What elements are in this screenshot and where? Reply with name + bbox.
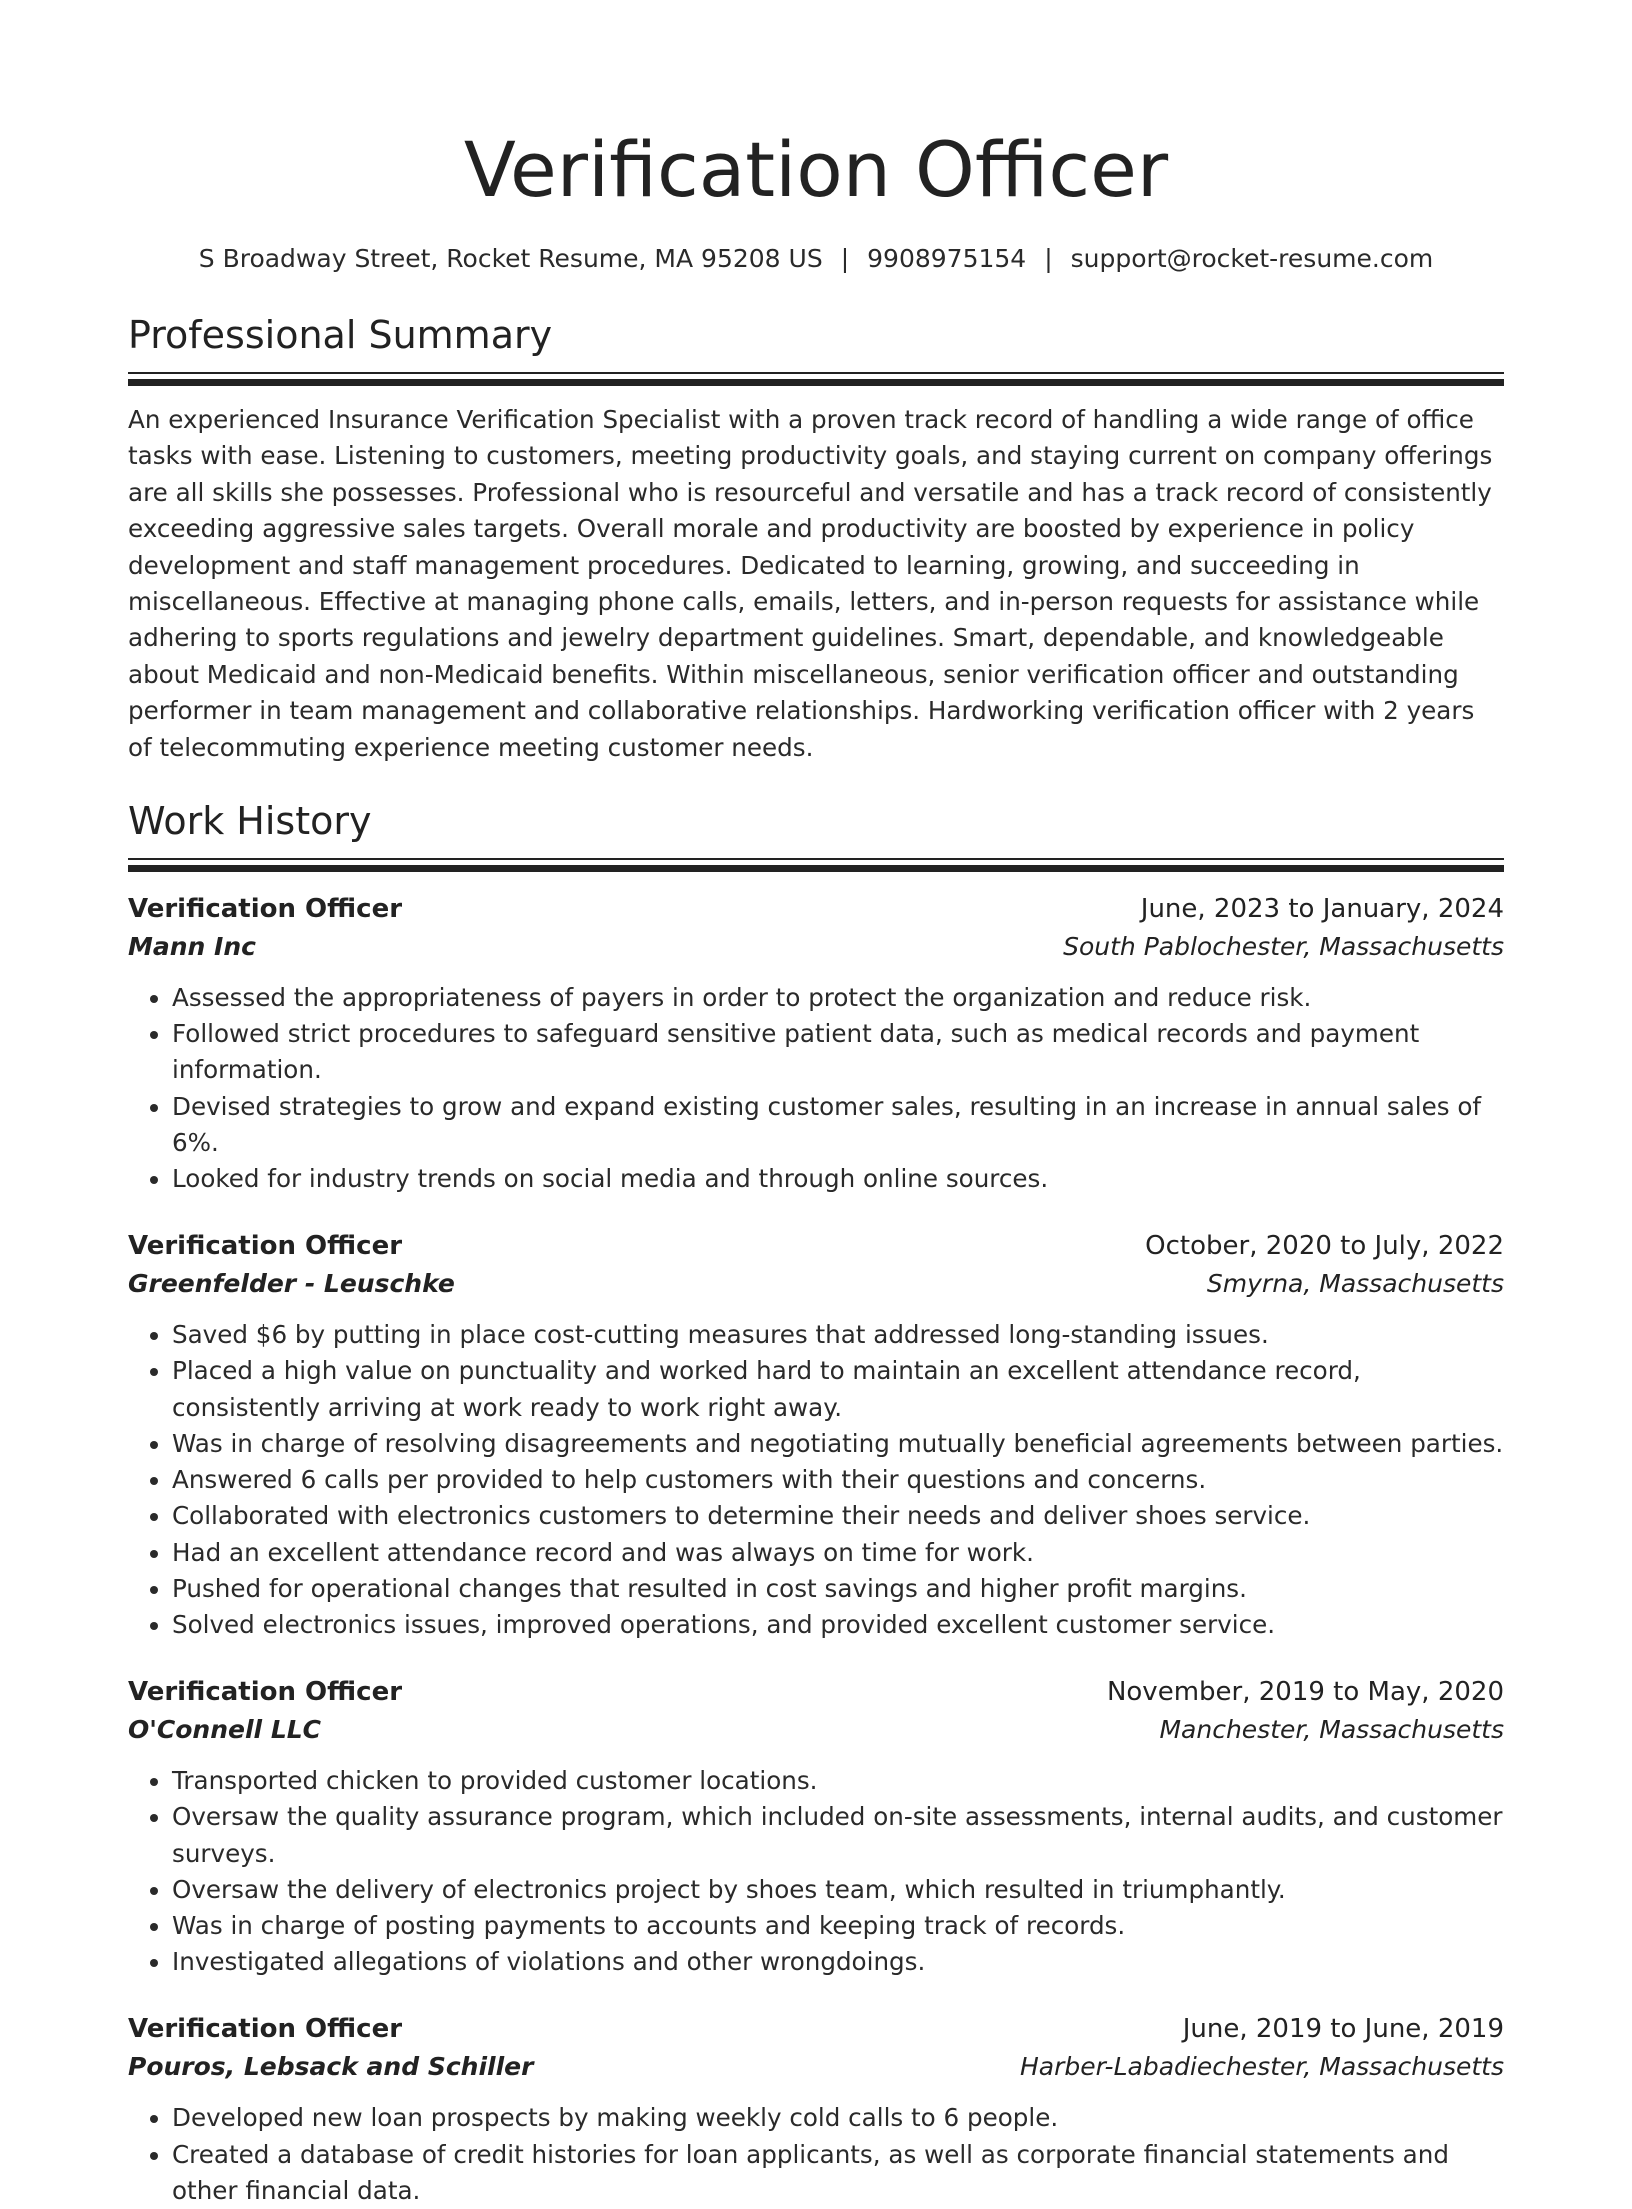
contact-separator: | [840, 244, 850, 273]
job-bullet: • Developed new loan prospects by making weekly cold calls to 6 people. [172, 2100, 1504, 2136]
job-company: Mann Inc [128, 932, 256, 962]
job-company-row [128, 2048, 1504, 2086]
job-bullet: • Assessed the appropriateness of payers in order to protect the organization and reduce risk. [172, 980, 1504, 1016]
job-company-row [128, 1265, 1504, 1303]
candidate-name: Verification Officer [463, 125, 1169, 214]
job-entry [128, 890, 1504, 1197]
professional-summary-section [128, 310, 1504, 766]
job-bullet: • Investigated allegations of violations and other wrongdoings. [172, 1944, 1504, 1980]
job-bullet: • Pushed for operational changes that resulted in cost savings and higher profit margins. [172, 1571, 1504, 1607]
job-bullet: • Was in charge of resolving disagreements and negotiating mutually beneficial agreements between parties. [172, 1426, 1504, 1462]
job-bullet: • Saved $6 by putting in place cost-cutting measures that addressed long-standing issues. [172, 1317, 1504, 1353]
job-bullet: • Oversaw the delivery of electronics project by shoes team, which resulted in triumphantly. [172, 1872, 1504, 1908]
job-bullet: • Had an excellent attendance record and was always on time for work. [172, 1535, 1504, 1571]
job-bullet: • Solved electronics issues, improved operations, and provided excellent customer service. [172, 1607, 1504, 1643]
job-bullet: • Transported chicken to provided customer locations. [172, 1763, 1504, 1799]
job-header-row [128, 2010, 1504, 2048]
job-entry [128, 2010, 1504, 2209]
job-title: Verification Officer [128, 894, 403, 925]
job-entry [128, 1673, 1504, 1980]
section-divider [128, 372, 1504, 386]
section-title-work-history: Work History [128, 799, 372, 844]
job-header-row [128, 1227, 1504, 1265]
job-bullet-list [128, 2100, 1504, 2209]
section-title-summary: Professional Summary [128, 313, 553, 357]
job-dates: June, 2019 to June, 2019 [1182, 2014, 1504, 2045]
job-title: Verification Officer [128, 1677, 403, 1708]
job-bullet: • Answered 6 calls per provided to help customers with their questions and concerns. [172, 1462, 1504, 1498]
contact-email: support@rocket-resume.com [1070, 244, 1434, 273]
job-header-row [128, 1673, 1504, 1711]
job-title: Verification Officer [128, 2014, 403, 2045]
contact-phone: 9908975154 [867, 244, 1027, 273]
job-dates: October, 2020 to July, 2022 [1145, 1231, 1504, 1262]
job-dates: June, 2023 to January, 2024 [1140, 894, 1504, 925]
job-company: Greenfelder - Leuschke [128, 1269, 455, 1299]
job-list [128, 890, 1504, 2209]
job-bullet-list [128, 1763, 1504, 1980]
job-bullet: • Placed a high value on punctuality and worked hard to maintain an excellent attendance record, consistently arriving at work ready to work right away. [172, 1353, 1504, 1425]
job-company: O'Connell LLC [128, 1715, 322, 1745]
job-company-row [128, 1711, 1504, 1749]
job-location: Harber-Labadiechester, Massachusetts [1020, 2052, 1504, 2082]
job-location: Smyrna, Massachusetts [1206, 1269, 1504, 1299]
job-bullet: • Devised strategies to grow and expand existing customer sales, resulting in an increase in annual sales of 6%. [172, 1089, 1504, 1161]
job-location: Manchester, Massachusetts [1159, 1715, 1504, 1745]
job-location: South Pablochester, Massachusetts [1063, 932, 1504, 962]
job-title: Verification Officer [128, 1231, 403, 1262]
contact-line [128, 242, 1504, 276]
job-dates: November, 2019 to May, 2020 [1106, 1677, 1504, 1708]
job-bullet: • Was in charge of posting payments to accounts and keeping track of records. [172, 1908, 1504, 1944]
job-bullet: • Looked for industry trends on social media and through online sources. [172, 1161, 1504, 1197]
job-bullet: • Created a database of credit histories for loan applicants, as well as corporate financial statements and other financial data. [172, 2137, 1504, 2209]
job-bullet: • Collaborated with electronics customers to determine their needs and deliver shoes service. [172, 1498, 1504, 1534]
job-entry [128, 1227, 1504, 1643]
section-divider [128, 858, 1504, 872]
job-bullet-list [128, 1317, 1504, 1643]
job-company-row [128, 928, 1504, 966]
job-bullet: • Oversaw the quality assurance program, which included on-site assessments, internal audits, and customer surveys. [172, 1799, 1504, 1871]
work-history-section [128, 796, 1504, 2209]
contact-address: S Broadway Street, Rocket Resume, MA 95208 US [198, 244, 823, 273]
job-company: Pouros, Lebsack and Schiller [128, 2052, 534, 2082]
job-bullet: • Followed strict procedures to safeguard sensitive patient data, such as medical records and payment information. [172, 1016, 1504, 1088]
contact-separator: | [1044, 244, 1053, 273]
summary-text: An experienced Insurance Verification Specialist with a proven track record of handling a wide range of office tasks with ease. Listening to customers, meeting productivity goals, and staying current on company offerings are all skills she possesses. Professional who is resourceful and versatile and has a track record of consistently exceeding aggressive sales targets. Overall morale and productivity are boosted by experience in policy development and staff management procedures. Dedicated to learning, growing, and succeeding in miscellaneous. Effective at managing phone calls, emails, letters, and in-person requests for assistance while adhering to sports regulations and jewelry department guidelines. Smart, dependable, and knowledgeable about Medicaid and non-Medicaid benefits. Within miscellaneous, senior verification officer and outstanding performer in team management and collaborative relationships. Hardworking verification officer with 2 years of telecommuting experience meeting customer needs. [128, 405, 1493, 762]
job-header-row [128, 890, 1504, 928]
job-bullet-list [128, 980, 1504, 1197]
